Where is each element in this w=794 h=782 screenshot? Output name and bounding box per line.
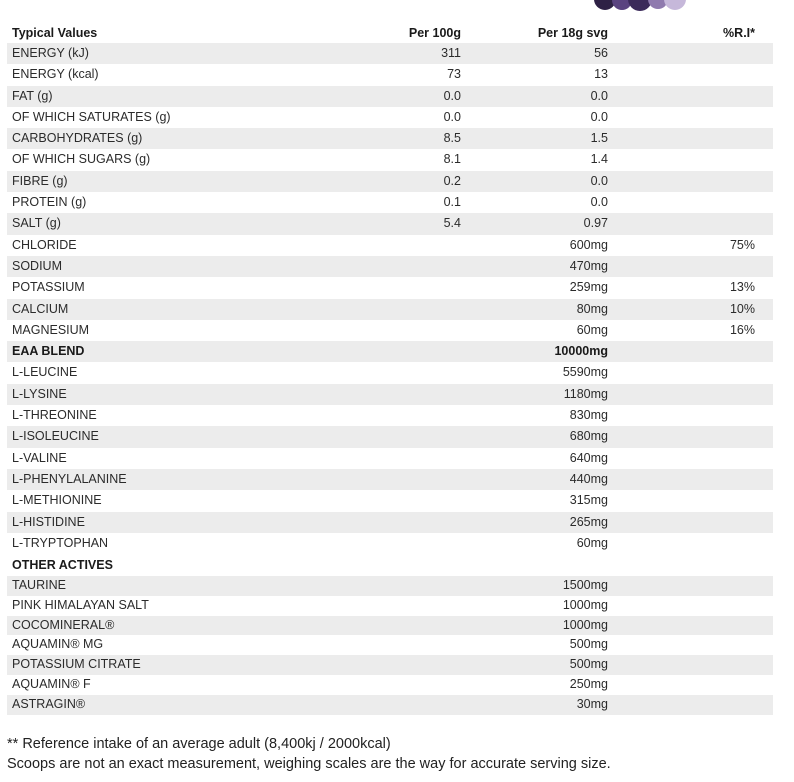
nutrient-rows bbox=[7, 43, 773, 554]
table-row bbox=[7, 695, 773, 715]
table-row bbox=[7, 86, 773, 107]
nutrient-name: ASTRAGIN® bbox=[12, 696, 86, 711]
table-header bbox=[7, 22, 773, 43]
per-100g-value: 0.1 bbox=[443, 195, 461, 210]
per-100g-value: 0.2 bbox=[443, 173, 461, 188]
table-row bbox=[7, 192, 773, 213]
nutrient-name: L-VALINE bbox=[12, 450, 67, 465]
per-serving-value: 600mg bbox=[569, 237, 608, 252]
per-serving-value: 315mg bbox=[569, 493, 608, 508]
table-row bbox=[7, 362, 773, 383]
table-row bbox=[7, 128, 773, 149]
nutrient-name: SALT (g) bbox=[12, 216, 61, 231]
table-row bbox=[7, 469, 773, 490]
nutrient-name: AQUAMIN® MG bbox=[12, 637, 104, 652]
nutrient-name: L-THREONINE bbox=[12, 408, 97, 423]
per-serving-value: 1180mg bbox=[563, 386, 608, 401]
per-serving-value: 60mg bbox=[576, 322, 608, 337]
grape-decoration bbox=[664, 0, 686, 10]
nutrient-name: OTHER ACTIVES bbox=[12, 558, 113, 573]
table-row bbox=[7, 596, 773, 616]
header-ri: %R.I* bbox=[723, 26, 755, 40]
nutrient-name: PINK HIMALAYAN SALT bbox=[12, 597, 149, 612]
table-row bbox=[7, 235, 773, 256]
per-serving-value: 10000mg bbox=[554, 344, 608, 359]
table-row bbox=[7, 64, 773, 85]
table-row bbox=[7, 655, 773, 675]
table-row bbox=[7, 213, 773, 234]
table-row bbox=[7, 635, 773, 655]
per-serving-value: 500mg bbox=[569, 637, 608, 652]
table-row bbox=[7, 171, 773, 192]
nutrient-name: L-LEUCINE bbox=[12, 365, 78, 380]
table-row bbox=[7, 107, 773, 128]
per-serving-value: 1.4 bbox=[590, 152, 608, 167]
per-100g-value: 8.5 bbox=[443, 131, 461, 146]
footnote-scoops: Scoops are not an exact measurement, weighing scales are the way for accurate serving size. bbox=[7, 755, 611, 772]
nutrient-name: CALCIUM bbox=[12, 301, 69, 316]
table-row bbox=[7, 299, 773, 320]
per-serving-value: 1.5 bbox=[590, 131, 608, 146]
table-row bbox=[7, 320, 773, 341]
table-row bbox=[7, 341, 773, 362]
per-serving-value: 1000mg bbox=[562, 617, 608, 632]
table-row bbox=[7, 43, 773, 64]
nutrient-name: L-TRYPTOPHAN bbox=[12, 535, 109, 550]
nutrient-name: FAT (g) bbox=[12, 88, 53, 103]
per-serving-value: 1000mg bbox=[562, 597, 608, 612]
nutrient-name: EAA BLEND bbox=[12, 344, 85, 359]
ri-percent: 10% bbox=[729, 301, 755, 316]
per-serving-value: 470mg bbox=[569, 258, 608, 273]
table-row bbox=[7, 256, 773, 277]
nutrient-name: OF WHICH SATURATES (g) bbox=[12, 109, 171, 124]
per-serving-value: 265mg bbox=[569, 514, 608, 529]
per-serving-value: 250mg bbox=[569, 676, 608, 691]
table-row bbox=[7, 490, 773, 511]
per-serving-value: 5590mg bbox=[562, 365, 608, 380]
table-row bbox=[7, 405, 773, 426]
table-row bbox=[7, 556, 773, 576]
table-row bbox=[7, 277, 773, 298]
nutrient-name: L-LYSINE bbox=[12, 386, 67, 401]
header-per-serving: Per 18g svg bbox=[537, 26, 608, 40]
table-row bbox=[7, 675, 773, 695]
table-row bbox=[7, 448, 773, 469]
table-row bbox=[7, 533, 773, 554]
footnotes bbox=[7, 735, 611, 774]
per-100g-value: 8.1 bbox=[443, 152, 461, 167]
table-row bbox=[7, 384, 773, 405]
per-serving-value: 500mg bbox=[569, 657, 608, 672]
table-row bbox=[7, 512, 773, 533]
nutrient-name: CARBOHYDRATES (g) bbox=[12, 131, 143, 146]
per-serving-value: 0.0 bbox=[590, 195, 608, 210]
per-serving-value: 0.0 bbox=[590, 173, 608, 188]
per-100g-value: 73 bbox=[447, 67, 461, 82]
per-100g-value: 311 bbox=[441, 46, 461, 60]
nutrient-name: POTASSIUM bbox=[12, 280, 85, 295]
nutrient-name: TAURINE bbox=[12, 577, 66, 592]
nutrient-name: MAGNESIUM bbox=[12, 322, 90, 337]
per-serving-value: 80mg bbox=[576, 301, 608, 316]
nutrient-name: FIBRE (g) bbox=[12, 173, 68, 188]
nutrient-name: L-HISTIDINE bbox=[12, 514, 85, 529]
nutrient-name: POTASSIUM CITRATE bbox=[12, 657, 141, 672]
nutrient-name: PROTEIN (g) bbox=[12, 195, 87, 210]
per-100g-value: 5.4 bbox=[443, 216, 461, 231]
per-serving-value: 830mg bbox=[569, 408, 608, 423]
actives-rows bbox=[7, 556, 773, 714]
nutrient-name: SODIUM bbox=[12, 258, 62, 273]
per-serving-value: 30mg bbox=[576, 696, 608, 711]
per-serving-value: 0.0 bbox=[590, 88, 608, 103]
ri-percent: 16% bbox=[729, 322, 755, 337]
per-100g-value: 0.0 bbox=[443, 88, 461, 103]
nutrient-name: COCOMINERAL® bbox=[12, 617, 115, 632]
per-100g-value: 0.0 bbox=[443, 109, 461, 124]
per-serving-value: 56 bbox=[594, 46, 608, 60]
grapes-image bbox=[588, 0, 698, 14]
per-serving-value: 259mg bbox=[569, 280, 608, 295]
header-per-100g: Per 100g bbox=[408, 26, 461, 40]
per-serving-value: 60mg bbox=[576, 535, 608, 550]
nutrient-name: L-PHENYLALANINE bbox=[12, 471, 127, 486]
per-serving-value: 680mg bbox=[569, 429, 608, 444]
nutrient-name: OF WHICH SUGARS (g) bbox=[12, 152, 151, 167]
nutrient-name: L-ISOLEUCINE bbox=[12, 429, 99, 444]
header-typical-values: Typical Values bbox=[12, 26, 98, 40]
table-row bbox=[7, 426, 773, 447]
per-serving-value: 640mg bbox=[569, 450, 608, 465]
ri-percent: 75% bbox=[729, 237, 755, 252]
nutrition-table bbox=[7, 22, 773, 715]
nutrient-name: ENERGY (kcal) bbox=[12, 67, 99, 82]
nutrient-name: CHLORIDE bbox=[12, 237, 77, 252]
per-serving-value: 1500mg bbox=[562, 577, 608, 592]
per-serving-value: 0.97 bbox=[583, 216, 608, 231]
per-serving-value: 0.0 bbox=[590, 109, 608, 124]
table-row bbox=[7, 616, 773, 636]
ri-percent: 13% bbox=[729, 280, 755, 295]
nutrient-name: L-METHIONINE bbox=[12, 493, 102, 508]
nutrient-name: AQUAMIN® F bbox=[12, 676, 91, 691]
table-row bbox=[7, 149, 773, 170]
per-serving-value: 13 bbox=[594, 67, 608, 82]
footnote-reference-intake: ** Reference intake of an average adult (8,400kj / 2000kcal) bbox=[7, 736, 391, 752]
table-row bbox=[7, 576, 773, 596]
per-serving-value: 440mg bbox=[569, 471, 608, 486]
nutrient-name: ENERGY (kJ) bbox=[12, 46, 89, 60]
